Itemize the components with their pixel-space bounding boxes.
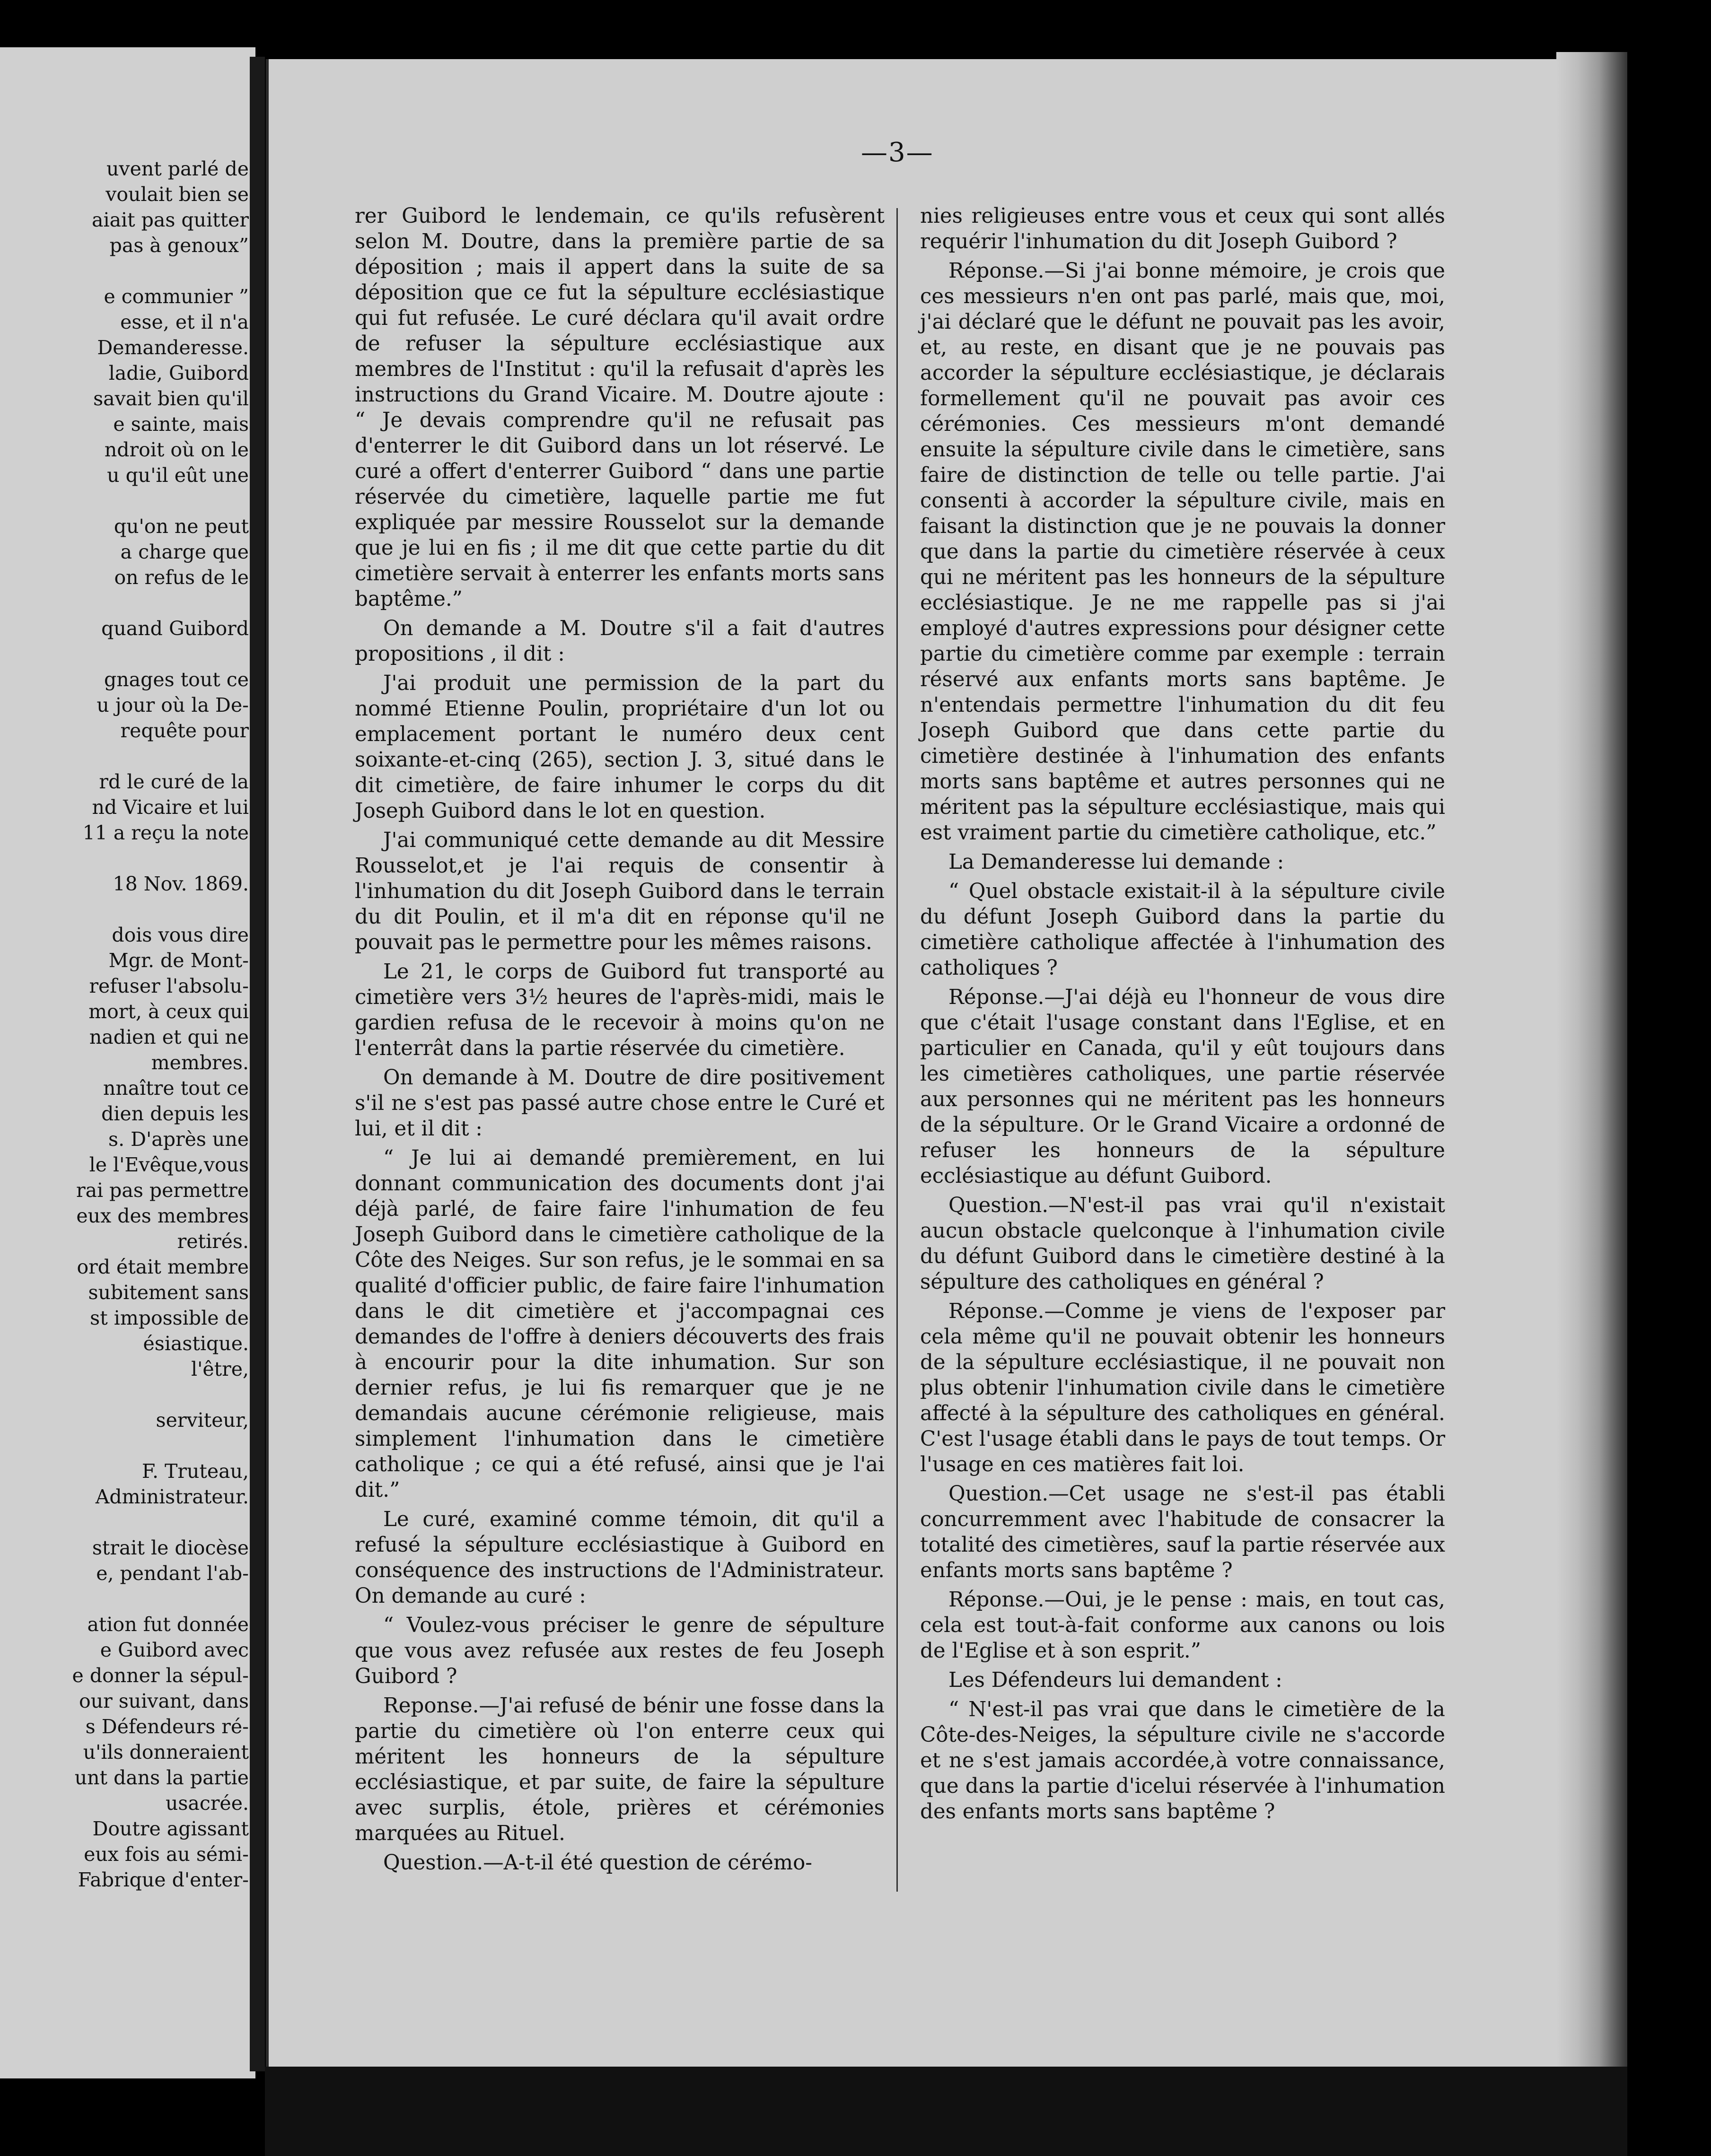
fragment-line: strait le diocèse [92,1536,249,1559]
fragment-line: F. Truteau, [141,1460,249,1483]
paragraph: On demande a M. Doutre s'il a fait d'autres propositions , il dit : [355,617,885,666]
paragraph: J'ai communiqué cette demande au dit Messire Rousselot,et je l'ai requis de consentir à l'inhumation du dit Joseph Guibord dans le terrain du dit Poulin, et il m'a dit en réponse qu'il ne pouvait pas le permettre pour les mêmes raisons. [355,829,885,954]
fragment-line: rd le curé de la [99,770,249,793]
fragment-line: ndroit où on le [104,438,249,461]
paragraph: On demande à M. Doutre de dire positivement s'il ne s'est pas passé autre chose entre le Curé et lui, et il dit : [355,1066,885,1141]
paragraph: nies religieuses entre vous et ceux qui sont allés requérir l'inhumation du dit Joseph Guibord ? [920,204,1445,253]
paragraph: Les Défendeurs lui demandent : [948,1668,1282,1692]
fragment-line: voulait bien se [105,183,249,206]
fragment-line: e sainte, mais [113,413,249,436]
fragment-line: our suivant, dans [79,1690,249,1712]
fragment-line: e, pendant l'ab- [96,1562,249,1585]
paragraph: Le 21, le corps de Guibord fut transporté au cimetière vers 3½ heures de l'après-midi, mais le gardien refusa de le recevoir à moins qu'on ne l'enterrât dans la partie réservée du cimetière. [355,960,885,1060]
fragment-line: subitement sans [88,1281,249,1304]
text-column-left [355,203,885,1879]
fragment-line: Fabrique d'enter- [78,1868,249,1891]
fragment-line: s. D'après une [108,1128,249,1151]
fragment-line: refuser l'absolu- [89,975,249,997]
paragraph: Réponse.—Si j'ai bonne mémoire, je crois que ces messieurs n'en ont pas parlé, mais que, moi, j'ai déclaré que le défunt ne pouvait pas les avoir, et, au reste, en disant que je ne pouvais pas accorder la sépulture ecclésiastique, je déclarais formellement qu'il ne pouvait pas avoir ces cérémonies. Ces messieurs m'ont demandé ensuite la sépulture civile dans le cimetière, sans faire de distinction de telle ou telle partie. J'ai consenti à accorder la sépulture civile, mais en faisant la distinction que je ne pouvais la donner que dans la partie du cimetière réservée à ceux qui ne méritent pas les honneurs de la sépulture ecclésiastique. Je ne me rappelle pas si j'ai employé d'autres expressions pour désigner cette partie du cimetière comme par exemple : terrain réservé aux enfants morts sans baptême. Je n'entendais permettre l'inhumation du dit feu Joseph Guibord que dans cette partie du cimetière destinée à l'inhumation des enfants morts sans baptême et autres personnes qui ne méritent pas la sépulture ecclésiastique, mais qui est vraiment partie du cimetière catholique, etc.” [920,259,1445,845]
column-rule [896,208,898,1892]
paragraph: “ N'est-il pas vrai que dans le cimetière de la Côte-des-Neiges, la sépulture civile ne s'accorde et ne s'est jamais accordée,à votre connaissance, que dans la partie d'icelui réservée à l'inhumation des enfants morts sans baptême ? [920,1698,1445,1824]
fragment-line: usacrée. [165,1792,249,1815]
fragment-line: ésiastique. [143,1332,249,1355]
scan-border [265,2067,1627,2156]
fragment-line: Demanderesse. [97,336,249,359]
fragment-line: quand Guibord [101,617,249,640]
fragment-line: u qu'il eût une [107,464,249,487]
fragment-line: dien depuis les [101,1102,249,1125]
fragment-line: eux fois au sémi- [84,1843,249,1866]
fragment-line: e communier ” [104,285,249,308]
book-gutter [250,57,265,2071]
fragment-line: e donner la sépul- [72,1664,249,1687]
fragment-line: savait bien qu'il [93,387,249,410]
page-number: —3— [861,137,934,168]
fragment-line: requête pour [120,719,249,742]
fragment-line: qu'on ne peut [114,515,249,538]
fragment-line: mort, à ceux qui [88,1000,249,1023]
fragment-line: nnaître tout ce [103,1077,249,1100]
fragment-line: on refus de le [114,566,249,589]
fragment-line: u'ils donneraient [83,1741,249,1763]
fragment-line: ladie, Guibord [108,362,249,384]
paragraph: Reponse.—J'ai refusé de bénir une fosse dans la partie du cimetière où l'on enterre ceux qui méritent les honneurs de la sépulture ecclésiastique, et par suite, de faire la sépulture avec surplis, étole, prières et cérémonies marquées au Rituel. [355,1694,885,1845]
fragment-line: e Guibord avec [100,1639,249,1661]
fragment-line: st impossible de [90,1307,249,1329]
paragraph: Réponse.—J'ai déjà eu l'honneur de vous dire que c'était l'usage constant dans l'Eglise, et en particulier en Canada, qu'il y eût toujours dans les cimetières catholiques, une partie réservée aux personnes qui ne méritent pas les honneurs de la sépulture. Or le Grand Vicaire a ordonné de refuser les honneurs de la sépulture ecclésiastique au défunt Guibord. [920,986,1445,1188]
fragment-line: Mgr. de Mont- [108,949,249,972]
fragment-line: ation fut donnée [87,1613,249,1636]
paragraph: J'ai produit une permission de la part du nommé Etienne Poulin, propriétaire d'un lot ou emplacement portant le numéro deux cent soixante-et-cinq (265), section J. 3, situé dans le dit cimetière, de faire inhumer le corps du dit Joseph Guibord dans le lot en question. [355,672,885,823]
fragment-line: 11 a reçu la note [82,821,249,844]
fragment-line: retirés. [177,1230,249,1253]
paragraph: Question.—A-t-il été question de cérémo- [383,1851,812,1875]
paragraph: Réponse.—Oui, je le pense : mais, en tout cas, cela est tout-à-fait conforme aux canons ou lois de l'Eglise et à son esprit.” [920,1588,1445,1663]
fragment-line: gnages tout ce [104,668,249,691]
fragment-line: uvent parlé de [106,157,249,180]
paragraph: Question.—Cet usage ne s'est-il pas établi concurremment avec l'habitude de consacrer la totalité des cimetières, sauf la partie réservée aux enfants morts sans baptême ? [920,1482,1445,1582]
fragment-line: dois vous dire [112,924,249,946]
paragraph: La Demanderesse lui demande : [948,850,1284,874]
paragraph: Le curé, examiné comme témoin, dit qu'il a refusé la sépulture ecclésiastique à Guibord en conséquence des instructions de l'Administrateur. On demande au curé : [355,1508,885,1608]
paragraph: “ Je lui ai demandé premièrement, en lui donnant communication des documents dont j'ai déjà parlé, de faire faire l'inhumation de feu Joseph Guibord dans le cimetière catholique de la Côte des Neiges. Sur son refus, je le sommai en sa qualité d'officier public, de faire faire l'inhumation dans le dit cimetière et j'accompagnai ces demandes de l'offre à deniers découverts des frais à encourir pour la dite inhumation. Sur son dernier refus, je lui fis remarquer que je ne demandais aucune cérémonie religieuse, mais simplement l'inhumation dans le cimetière catholique ; ce qui a été refusé, ainsi que je l'ai dit.” [355,1146,885,1502]
paragraph: “ Voulez-vous préciser le genre de sépulture que vous avez refusée aux restes de feu Joseph Guibord ? [355,1614,885,1688]
fragment-line: a charge que [120,541,249,563]
fragment-line: ord était membre [77,1256,249,1278]
fragment-line: esse, et il n'a [120,311,249,333]
fragment-line: pas à genoux” [109,234,249,257]
paragraph: “ Quel obstacle existait-il à la sépulture civile du défunt Joseph Guibord dans la partie du cimetière catholique affectée à l'inhumation des catholiques ? [920,880,1445,980]
paragraph: Réponse.—Comme je viens de l'exposer par cela même qu'il ne pouvait obtenir les honneurs de la sépulture ecclésiastique, il ne pouvait non plus obtenir l'inhumation civile dans le cimetière affecté à la sépulture des catholiques en général. C'est l'usage établi dans le pays de tout temps. Or l'usage en ces matières fait loi. [920,1300,1445,1476]
facing-page-fragment [0,47,255,2078]
fragment-line: Administrateur. [95,1485,249,1508]
fragment-line: nd Vicaire et lui [92,796,249,819]
fragment-line: le l'Evêque,vous [89,1153,249,1176]
fragment-line: nadien et qui ne [89,1026,249,1048]
fragment-line: unt dans la partie [74,1766,249,1789]
fragment-line: serviteur, [156,1409,249,1432]
fragment-line: s Défendeurs ré- [85,1715,249,1738]
text-column-right [920,203,1445,1828]
fragment-line: 18 Nov. 1869. [113,873,249,895]
fragment-line: Doutre agissant [92,1817,249,1840]
paragraph: Question.—N'est-il pas vrai qu'il n'existait aucun obstacle quelconque à l'inhumation civile du défunt Guibord dans le cimetière destiné à la sépulture des catholiques en général ? [920,1194,1445,1294]
fragment-line: rai pas permettre [76,1179,249,1202]
paragraph: rer Guibord le lendemain, ce qu'ils refusèrent selon M. Doutre, dans la première partie de sa déposition ; mais il appert dans la suite de sa déposition que ce fut la sépulture ecclésiastique qui fut refusée. Le curé déclara qu'il avait ordre de refuser la sépulture ecclésiastique aux membres de l'Institut : qu'il la refusait d'après les instructions du Grand Vicaire. M. Doutre ajoute : “ Je devais comprendre qu'il ne refusait pas d'enterrer le dit Guibord dans un lot réservé. Le curé a offert d'enterrer Guibord “ dans une partie réservée du cimetière, laquelle partie me fut expliquée par messire Rousselot sur la demande que je lui en fis ; il me dit que cette partie du dit cimetière servait à enterrer les enfants morts sans baptême.” [355,204,885,611]
fragment-line: eux des membres [76,1205,249,1227]
fragment-line: u jour où la De- [97,694,249,716]
fragment-line: membres. [151,1051,249,1074]
page-edge [1556,52,1627,2133]
fragment-line: l'être, [191,1358,249,1380]
fragment-line: aiait pas quitter [92,209,249,231]
